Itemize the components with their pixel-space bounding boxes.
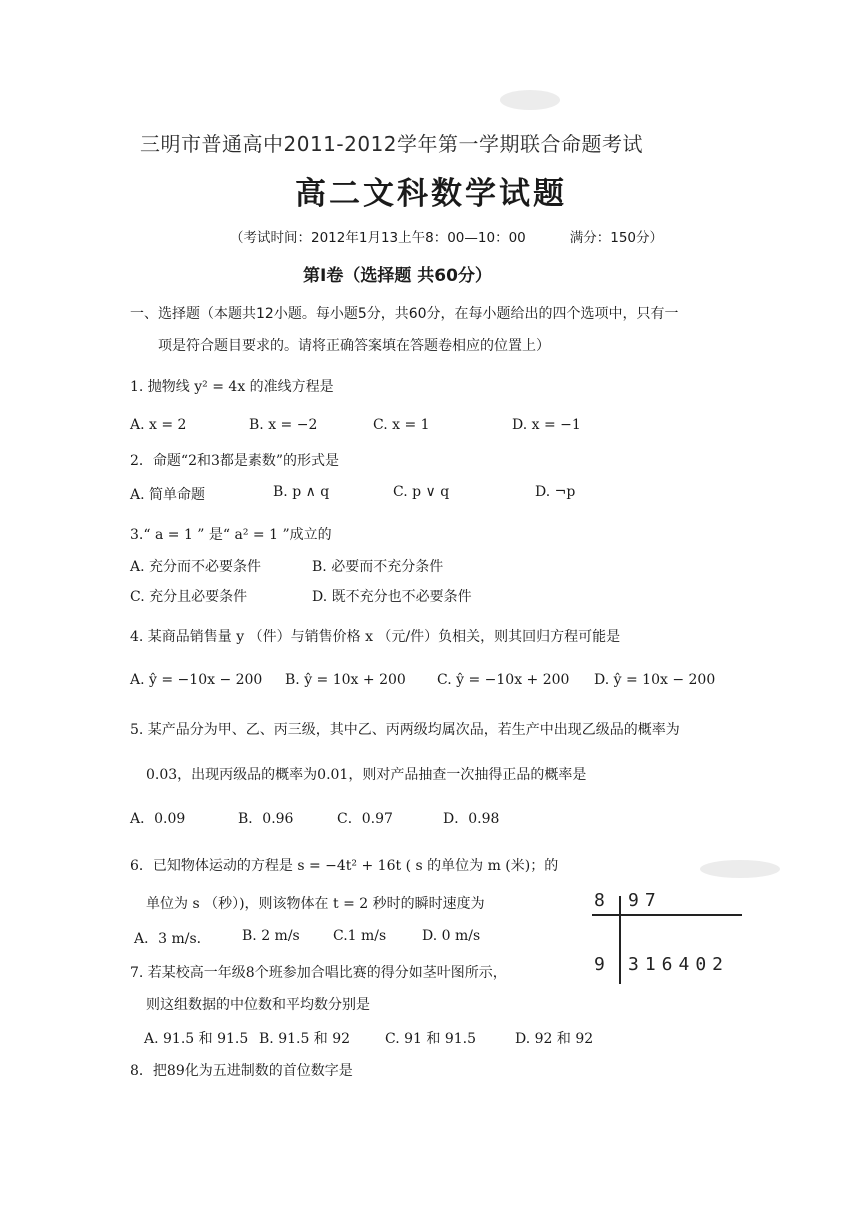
leaf-values: 316402 [628,954,730,975]
question-2-stem: 2．命题“2和3都是素数”的形式是 [130,453,340,469]
question-7-stem-line-1: 7. 若某校高一年级8个班参加合唱比赛的得分如茎叶图所示， [130,965,507,981]
question-2-option-a: A. 简单命题 [130,487,206,503]
question-8-stem: 8．把89化为五进制数的首位数字是 [130,1063,353,1079]
leaf-values: 97 [628,890,662,911]
question-7-option-c: C. 91 和 91.5 [385,1031,476,1047]
question-1-option-a: A. x = 2 [130,417,187,433]
question-7-option-d: D. 92 和 92 [515,1031,594,1047]
instructions-line-1: 一、选择题（本题共12小题。每小题5分，共60分，在每小题给出的四个选项中，只有一 [130,306,679,322]
question-1-stem: 1. 抛物线 y² = 4x 的准线方程是 [130,379,334,395]
question-4-option-a: A. ŷ = −10x − 200 [130,672,263,688]
part-heading: 第Ⅰ卷（选择题 共60分） [303,266,492,286]
stem-leaf-plot [592,890,752,976]
question-3-option-b: B. 必要而不充分条件 [312,559,444,575]
stem-value: 9 [594,954,605,975]
question-5-option-b: B．0.96 [238,811,294,827]
question-1-option-b: B. x = −2 [249,417,318,433]
full-score: 满分：150分） [569,230,664,246]
question-3-option-a: A. 充分而不必要条件 [130,559,262,575]
question-5-stem-line-1: 5. 某产品分为甲、乙、丙三级，其中乙、丙两级均属次品，若生产中出现乙级品的概率为 [130,722,680,738]
question-6-option-b: B. 2 m/s [242,928,300,944]
question-2-option-d: D. ¬p [535,484,576,500]
question-7-option-b: B. 91.5 和 92 [259,1031,351,1047]
scan-smudge [700,860,780,878]
question-7-option-a: A. 91.5 和 91.5 [144,1031,249,1047]
exam-header-line: 三明市普通高中2011-2012学年第一学期联合命题考试 [140,132,644,156]
scan-smudge [500,90,560,110]
stem-divider-vertical [619,896,621,984]
question-1-option-c: C. x = 1 [373,417,430,433]
question-2-option-c: C. p ∨ q [393,484,450,500]
question-4-stem: 4. 某商品销售量 y （件）与销售价格 x （元/件）负相关，则其回归方程可能是 [130,629,621,645]
question-4-option-d: D. ŷ = 10x − 200 [594,672,716,688]
question-7-stem-line-2: 则这组数据的中位数和平均数分别是 [146,997,370,1013]
exam-info [230,226,663,246]
question-2-option-b: B. p ∧ q [273,484,330,500]
question-3-option-d: D. 既不充分也不必要条件 [312,589,472,605]
exam-title: 高二文科数学试题 [295,176,567,212]
question-5-option-a: A．0.09 [130,811,186,827]
stem-divider-horizontal [592,914,742,916]
instructions-line-2: 项是符合题目要求的。请将正确答案填在答题卷相应的位置上） [158,338,550,354]
question-3-stem: 3.“ a = 1 ” 是“ a² = 1 ”成立的 [130,527,332,543]
exam-time: （考试时间：2012年1月13上午8：00—10：00 [230,230,526,246]
question-4-option-c: C. ŷ = −10x + 200 [437,672,570,688]
question-4-option-b: B. ŷ = 10x + 200 [285,672,406,688]
question-6-option-a: A．3 m/s． [134,931,211,947]
question-5-option-d: D．0.98 [443,811,500,827]
question-5-stem-line-2: 0.03，出现丙级品的概率为0.01，则对产品抽查一次抽得正品的概率是 [146,767,587,783]
question-6-option-c: C.1 m/s [333,928,387,944]
question-5-option-c: C．0.97 [337,811,393,827]
stem-value: 8 [594,890,605,911]
question-6-stem-line-1: 6．已知物体运动的方程是 s = −4t² + 16t ( s 的单位为 m (米)；的 [130,858,559,874]
question-6-stem-line-2: 单位为 s （秒）)，则该物体在 t = 2 秒时的瞬时速度为 [146,896,485,912]
question-1-option-d: D. x = −1 [512,417,581,433]
question-3-option-c: C. 充分且必要条件 [130,589,248,605]
question-6-option-d: D. 0 m/s [422,928,481,944]
